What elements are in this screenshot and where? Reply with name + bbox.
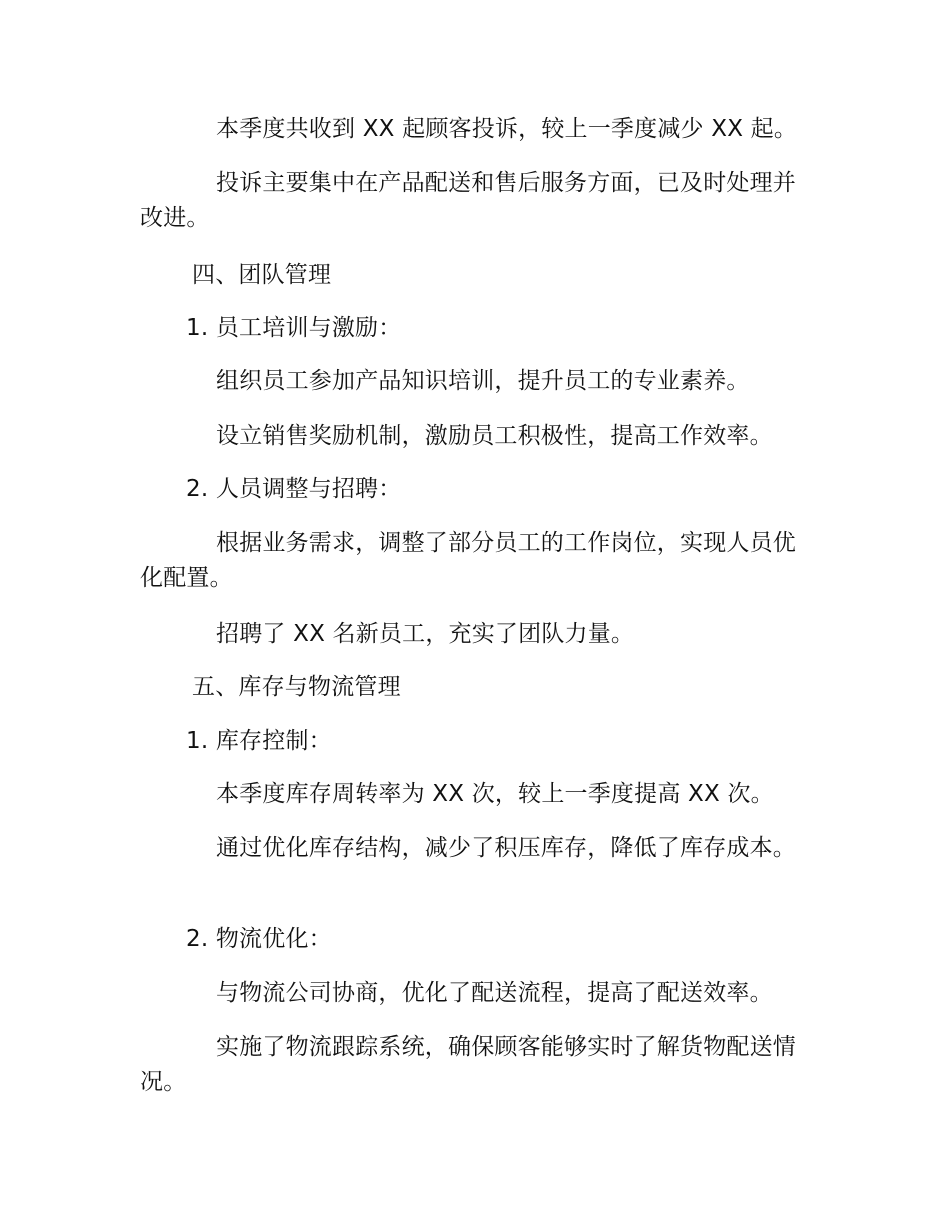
paragraph-logistics-negotiation: 与物流公司协商，优化了配送流程，提高了配送效率。 (216, 980, 773, 1006)
paragraph-complaints-focus: 投诉主要集中在产品配送和售后服务方面，已及时处理并改进。 (140, 170, 796, 231)
subheading-logistics: 2. 物流优化： (186, 926, 332, 952)
subheading-training: 1. 员工培训与激励： (186, 315, 402, 341)
paragraph-incentive: 设立销售奖励机制，激励员工积极性，提高工作效率。 (216, 423, 773, 449)
paragraph-complaints-count: 本季度共收到 XX 起顾客投诉，较上一季度减少 XX 起。 (216, 116, 798, 142)
paragraph-tracking-system: 实施了物流跟踪系统，确保顾客能够实时了解货物配送情况。 (140, 1034, 796, 1095)
paragraph-recruitment: 招聘了 XX 名新员工，充实了团队力量。 (216, 621, 635, 647)
paragraph-inventory-structure: 通过优化库存结构，减少了积压库存，降低了库存成本。 (216, 835, 796, 861)
subheading-inventory-control: 1. 库存控制： (186, 728, 332, 754)
subheading-staffing: 2. 人员调整与招聘： (186, 476, 402, 502)
section-heading-inventory: 五、库存与物流管理 (192, 674, 401, 700)
paragraph-staff-adjustment: 根据业务需求，调整了部分员工的工作岗位，实现人员优化配置。 (140, 530, 796, 591)
section-heading-team: 四、团队管理 (192, 262, 332, 288)
paragraph-training: 组织员工参加产品知识培训，提升员工的专业素养。 (216, 368, 750, 394)
paragraph-turnover: 本季度库存周转率为 XX 次，较上一季度提高 XX 次。 (216, 781, 774, 807)
